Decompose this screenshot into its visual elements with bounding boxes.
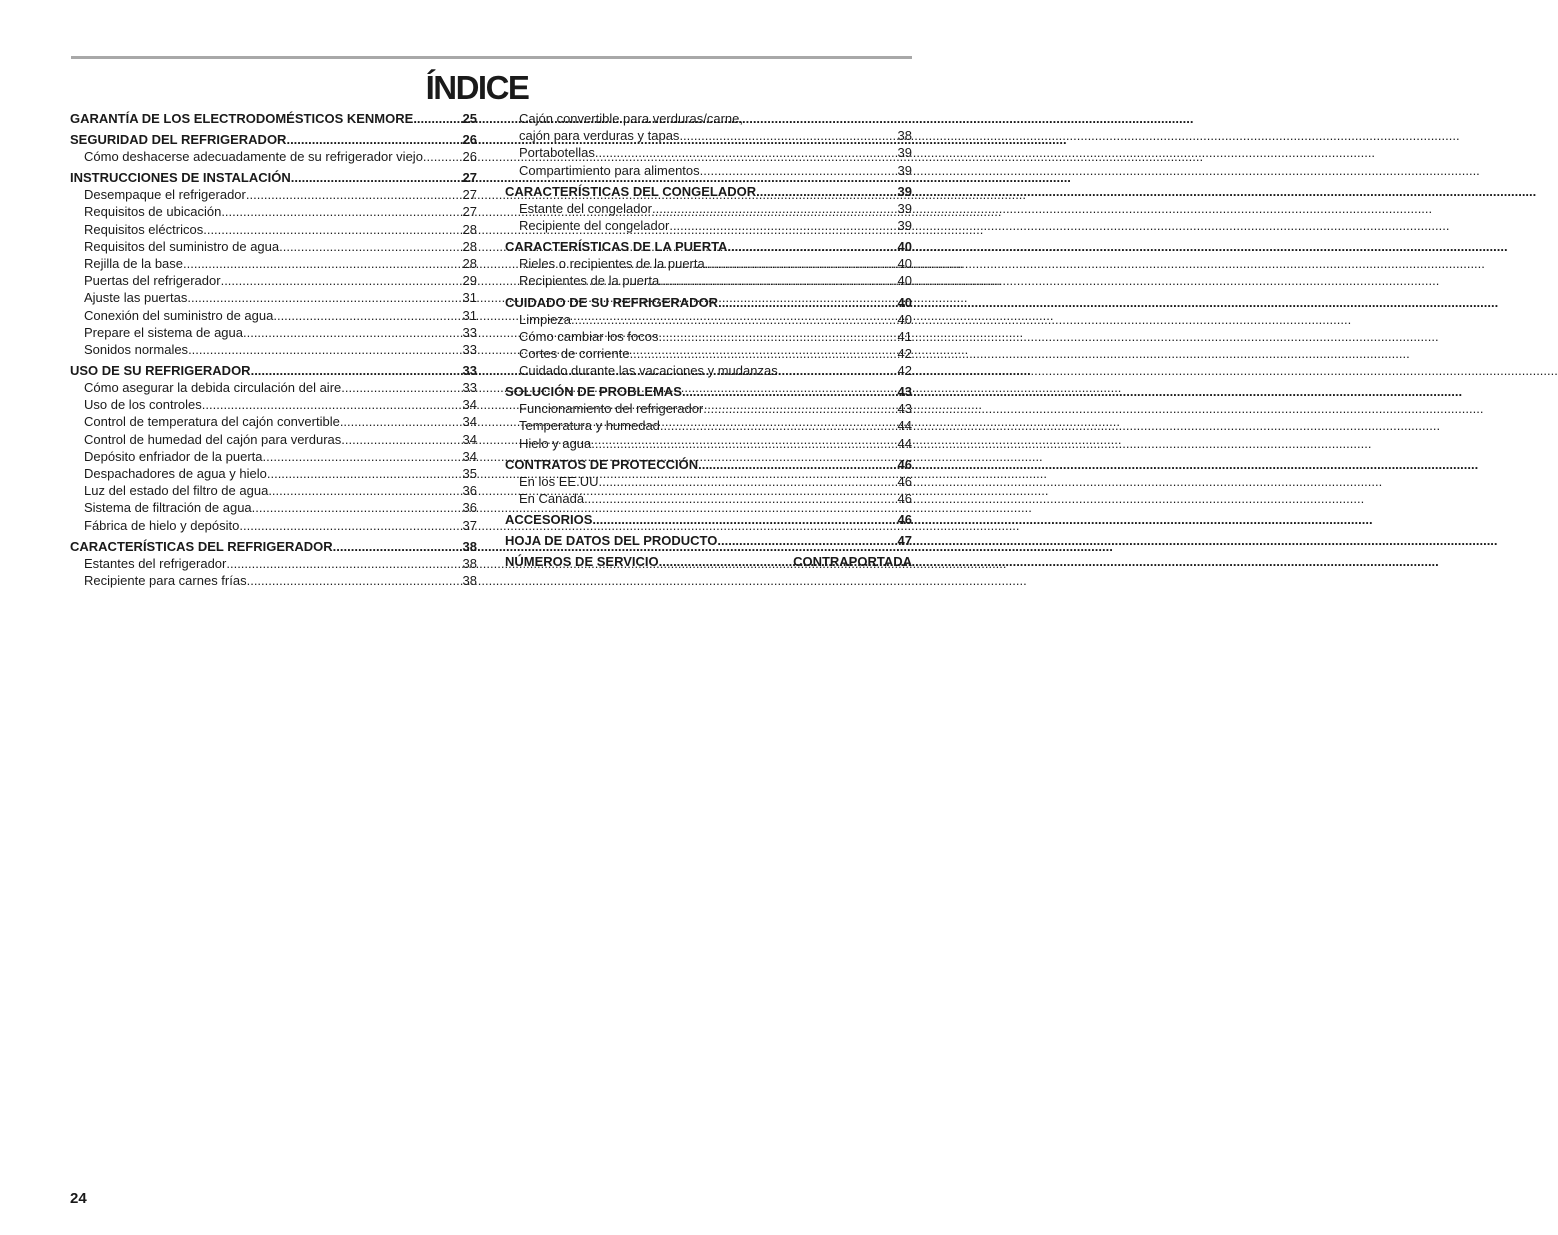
toc-page: 43 [897,384,912,400]
toc-item-label: Recipiente para carnes frías [84,572,247,588]
dot-leader [705,255,898,272]
dot-leader [727,238,897,255]
toc-item-label: Cuidado durante las vacaciones y mudanzas [519,363,778,379]
dot-leader [188,341,462,358]
toc-page: 36 [462,483,477,499]
dot-leader [341,431,462,448]
toc-section[interactable] [70,110,477,127]
toc-page: 38 [462,538,477,554]
toc-page: 38 [462,555,477,571]
toc-item[interactable] [70,413,477,430]
toc-page: 39 [897,200,912,216]
toc-item-continued: Cajón convertible para verduras/carne, [519,111,744,126]
toc-item-label: Recipiente del congelador [519,217,670,233]
toc-page: 25 [462,111,477,126]
toc-section[interactable] [70,131,477,148]
dot-leader [413,110,462,127]
toc-item-label: Prepare el sistema de agua [84,324,243,340]
toc-item[interactable] [70,272,477,289]
toc-item-label: Hielo y agua [519,435,592,451]
toc-item[interactable] [70,238,477,255]
toc-item-label: Sonidos normales [84,341,189,357]
toc-section[interactable] [505,294,912,311]
toc-page: 42 [897,363,912,379]
toc-item-label: Limpieza [519,311,572,327]
dot-leader [252,499,463,516]
toc-item-label: Funcionamiento del refrigerador [519,401,704,417]
toc-item[interactable] [505,144,912,161]
toc-page: 40 [897,294,912,310]
dot-leader [203,221,462,238]
toc-item[interactable] [70,517,477,534]
toc-page: 33 [462,324,477,340]
toc-page: 34 [462,414,477,430]
toc-item-label: Control de humedad del cajón para verduras [84,431,342,447]
toc-page: 39 [897,162,912,178]
toc-page: 33 [462,341,477,357]
toc-page: 26 [462,149,477,164]
toc-page: 42 [897,345,912,361]
dot-leader [267,465,463,482]
dot-leader [595,144,898,161]
toc-item[interactable] [505,345,912,362]
dot-leader [221,203,462,220]
toc-page: 38 [897,128,912,144]
dot-leader [202,396,463,413]
dot-leader [703,400,897,417]
toc-left-column [70,110,477,589]
toc-page: 35 [462,466,477,481]
toc-section[interactable] [70,169,477,186]
toc-page: 44 [897,435,912,451]
toc-item-label: Conexión del suministro de agua [84,307,274,323]
toc-page: 38 [462,572,477,588]
toc-item[interactable] [70,499,477,516]
page-title: ÍNDICE [425,69,529,106]
toc-item[interactable] [505,255,912,272]
toc-item-label: Cómo deshacerse adecuadamente de su refrigerador viejo [84,149,423,164]
toc-item-label: Depósito enfriador de la puerta [84,448,263,464]
toc-item[interactable] [70,289,477,306]
dot-leader [658,328,897,345]
toc-page: 39 [897,217,912,233]
toc-item[interactable] [70,324,477,341]
toc-section-label: CARACTERÍSTICAS DEL REFRIGERADOR [70,538,333,554]
dot-leader [659,553,793,570]
dot-leader [652,200,898,217]
toc-page: CONTRAPORTADA [793,554,912,570]
toc-section-label: CUIDADO DE SU REFRIGERADOR [505,294,719,310]
dot-leader [247,572,463,589]
toc-item[interactable] [70,431,477,448]
toc-item[interactable] [505,127,912,144]
toc-item[interactable] [505,417,912,434]
page-number: 24 [70,1190,87,1207]
dot-leader [263,448,463,465]
toc-section[interactable] [505,183,912,200]
toc-section[interactable] [505,238,912,255]
dot-leader [187,289,462,306]
toc-item[interactable] [70,341,477,358]
toc-page: 46 [897,456,912,472]
dot-leader [717,532,897,549]
toc-page: 46 [897,491,912,506]
toc-section-label: USO DE SU REFRIGERADOR [70,363,251,379]
toc-page: 47 [897,533,912,549]
toc-right-column [505,110,912,570]
toc-item-label: Fábrica de hielo y depósito [84,517,240,533]
toc-item-label: Desempaque el refrigerador [84,187,246,203]
toc-page: 44 [897,418,912,434]
dot-leader [660,417,898,434]
dot-leader [226,555,462,572]
toc-item[interactable] [70,148,477,165]
dot-leader [268,482,462,499]
toc-page: 28 [462,238,477,254]
toc-page: 33 [462,363,477,379]
toc-item[interactable] [70,482,477,499]
toc-item-label: Control de temperatura del cajón convertible [84,414,340,430]
toc-item-label: Ajuste las puertas [84,290,188,306]
toc-section[interactable] [505,532,912,549]
toc-item-label: Estante del congelador [519,200,652,216]
toc-page: 33 [462,380,477,396]
dot-leader [243,324,463,341]
toc-page: 43 [897,401,912,417]
toc-item-label: Cómo asegurar la debida circulación del aire [84,380,342,396]
toc-item[interactable] [505,162,912,179]
toc-item-label: Recipientes de la puerta [519,273,660,289]
toc-item-label: Requisitos del suministro de agua [84,238,280,254]
toc-page: 27 [462,170,477,186]
dot-leader [584,490,897,507]
dot-leader [602,473,897,490]
toc-section[interactable] [505,553,912,570]
toc-item[interactable] [70,255,477,272]
toc-page: 40 [897,311,912,327]
dot-leader [341,379,462,396]
toc-page: 40 [897,239,912,255]
toc-section-label: CONTRATOS DE PROTECCIÓN [505,456,699,472]
toc-item[interactable] [70,572,477,589]
toc-page: 37 [462,517,477,533]
toc-section-label: CARACTERÍSTICAS DEL CONGELADOR [505,183,757,199]
toc-section[interactable] [505,456,912,473]
toc-item-label: Cómo cambiar los focos [519,328,659,344]
toc-page: 28 [462,221,477,237]
toc-section-label: GARANTÍA DE LOS ELECTRODOMÉSTICOS KENMORE [70,111,414,126]
toc-section-label: INSTRUCCIONES DE INSTALACIÓN [70,170,291,186]
toc-item[interactable] [505,400,912,417]
toc-item[interactable] [505,200,912,217]
dot-leader [246,186,463,203]
dot-leader [251,362,463,379]
toc-item-label: Estantes del refrigerador [84,555,227,571]
toc-item[interactable] [505,435,912,452]
toc-item-label: Despachadores de agua y hielo [84,466,267,481]
dot-leader [700,162,898,179]
toc-page: 41 [897,328,912,344]
toc-page: 46 [897,473,912,489]
dot-leader [239,517,462,534]
toc-page: 27 [462,204,477,220]
dot-leader [682,383,898,400]
toc-item-label: Uso de los controles [84,397,202,413]
toc-item[interactable] [505,362,912,379]
toc-item[interactable] [70,307,477,324]
toc-item[interactable] [70,186,477,203]
toc-item[interactable] [505,473,912,490]
dot-leader [718,294,897,311]
toc-page: 26 [462,132,477,147]
dot-leader [679,127,897,144]
dot-leader [286,131,462,148]
dot-leader [291,169,463,186]
toc-item-label: Cortes de corriente [519,345,630,361]
toc-section[interactable] [505,511,912,528]
toc-item-label: En los EE.UU. [519,473,603,489]
toc-section-label: CARACTERÍSTICAS DE LA PUERTA [505,239,728,255]
toc-item-label: Requisitos de ubicación [84,204,222,220]
toc-item-label: Sistema de filtración de agua [84,500,252,516]
dot-leader [333,538,463,555]
toc-item[interactable] [505,490,912,507]
toc-page: 31 [462,290,477,306]
toc-section-label: ACCESORIOS [505,512,593,528]
toc-item-label: Puertas del refrigerador [84,273,221,289]
toc-item-label: Rejilla de la base [84,255,184,271]
toc-section[interactable] [70,538,477,555]
toc-page: 27 [462,187,477,203]
toc-item-label: Temperatura y humedad [519,418,660,434]
toc-page: 39 [897,183,912,199]
dot-leader [778,362,898,379]
toc-item-label: Requisitos eléctricos [84,221,204,237]
header-rule [71,56,912,59]
dot-leader [273,307,462,324]
toc-item-label: Rieles o recipientes de la puerta [519,256,705,272]
toc-page: 34 [462,397,477,413]
toc-item[interactable] [505,272,912,289]
dot-leader [592,511,897,528]
toc-page: 36 [462,500,477,516]
toc-item[interactable] [70,203,477,220]
toc-section-label: NÚMEROS DE SERVICIO [505,554,659,570]
toc-section[interactable] [70,362,477,379]
dot-leader [423,148,463,165]
dot-leader [279,238,462,255]
toc-item-label: Compartimiento para alimentos [519,162,700,178]
toc-item[interactable] [70,396,477,413]
toc-item-label: En Canadá [519,491,585,506]
toc-item-label: Luz del estado del filtro de agua [84,483,269,499]
dot-leader [183,255,463,272]
toc-item-label: Portabotellas [519,145,595,161]
dot-leader [221,272,463,289]
toc-item-label: cajón para verduras y tapas [519,128,680,144]
toc-item[interactable] [70,379,477,396]
toc-page: 34 [462,431,477,447]
toc-page: 28 [462,255,477,271]
dot-leader [698,456,897,473]
toc-section[interactable] [505,383,912,400]
toc-page: 40 [897,273,912,289]
toc-item[interactable] [70,465,477,482]
dot-leader [756,183,897,200]
dot-leader [669,217,897,234]
toc-page: 31 [462,307,477,323]
toc-page: 34 [462,448,477,464]
dot-leader [340,413,463,430]
toc-page: 40 [897,256,912,272]
toc-item[interactable] [505,328,912,345]
dot-leader [591,435,897,452]
toc-item[interactable] [70,555,477,572]
toc-section-label: SEGURIDAD DEL REFRIGERADOR [70,132,287,147]
toc-section-label: HOJA DE DATOS DEL PRODUCTO [505,533,718,549]
toc-page: 29 [462,273,477,289]
toc-section-label: SOLUCIÓN DE PROBLEMAS [505,384,682,400]
dot-leader [571,311,898,328]
toc-item[interactable] [70,221,477,238]
dot-leader [659,272,897,289]
dot-leader [630,345,898,362]
toc-page: 46 [897,512,912,528]
toc-item[interactable] [70,448,477,465]
toc-item[interactable] [505,311,912,328]
toc-page: 39 [897,145,912,161]
toc-item[interactable] [505,217,912,234]
